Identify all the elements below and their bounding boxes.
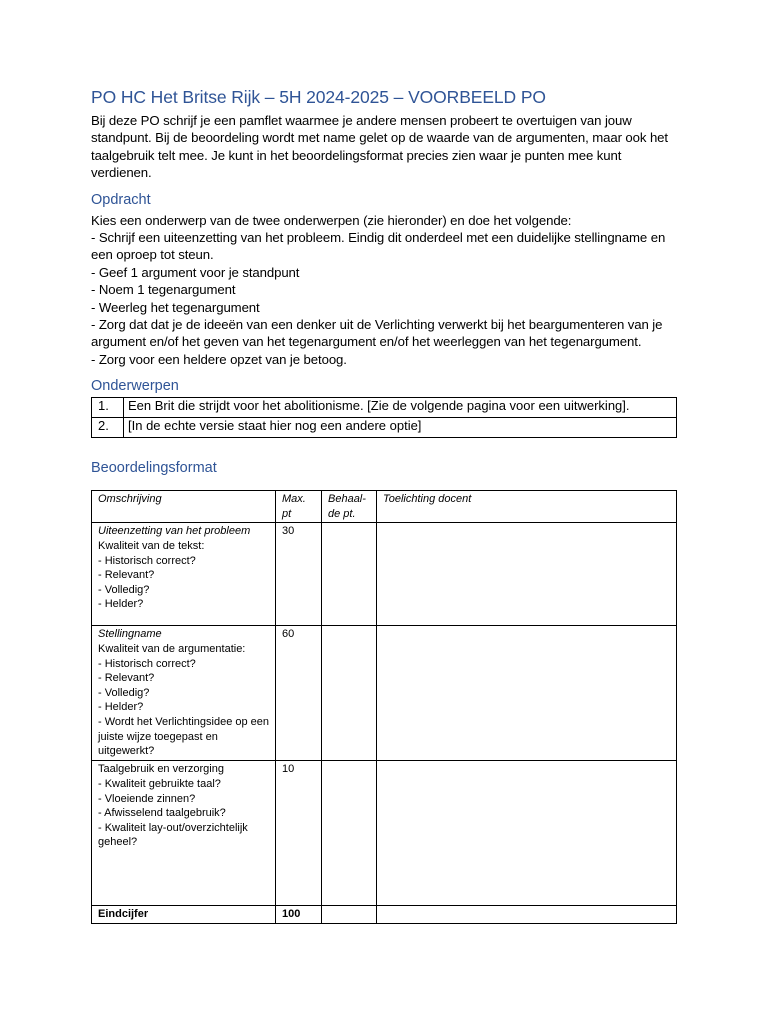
opdracht-list — [91, 212, 681, 369]
behaald-cell — [322, 523, 377, 626]
table-row — [92, 626, 677, 761]
criterion-title: Taalgebruik en verzorging — [98, 763, 224, 776]
criterion-item: - Volledig? — [98, 686, 150, 699]
criterion-item: - Kwaliteit gebruikte taal? — [98, 778, 221, 791]
criterion-item: - Historisch correct? — [98, 554, 196, 567]
opdracht-line: - Geef 1 argument voor je standpunt — [91, 264, 300, 280]
criterion-item: - Relevant? — [98, 569, 155, 582]
criterion-cell — [92, 761, 276, 906]
behaald-cell — [322, 626, 377, 761]
opdracht-line: - Schrijf een uiteenzetting van het probleem. Eindig dit onderdeel met een duidelijke stellingname en een oproep tot steun. — [91, 230, 666, 263]
criterion-item: - Helder? — [98, 598, 144, 611]
criterion-item: - Vloeiende zinnen? — [98, 792, 196, 805]
toelichting-cell — [377, 761, 677, 906]
header-toelichting: Toelichting docent — [377, 491, 677, 523]
max-points: 60 — [276, 626, 322, 761]
criterion-item: - Kwaliteit lay-out/overzichtelijk geheel? — [98, 821, 248, 849]
total-max: 100 — [276, 906, 322, 924]
total-label: Eindcijfer — [92, 906, 276, 924]
total-toelichting-cell — [377, 906, 677, 924]
onderwerpen-table — [91, 397, 677, 438]
table-row — [92, 398, 677, 418]
criterion-title: Uiteenzetting van het probleem — [98, 525, 251, 538]
header-behaald — [322, 491, 377, 523]
topic-text: Een Brit die strijdt voor het abolitionisme. [Zie de volgende pagina voor een uitwerking]. — [124, 398, 677, 418]
criterion-item: - Wordt het Verlichtingsidee op een juiste wijze toegepast en uitgewerkt? — [98, 716, 270, 758]
opdracht-line: Kies een onderwerp van de twee onderwerpen (zie hieronder) en doe het volgende: — [91, 212, 572, 228]
header-omschrijving: Omschrijving — [92, 491, 276, 523]
criterion-item: - Afwisselend taalgebruik? — [98, 807, 226, 820]
header-max-line2: pt — [282, 507, 292, 520]
opdracht-heading: Opdracht — [91, 191, 151, 208]
header-max — [276, 491, 322, 523]
topic-text: [In de echte versie staat hier nog een andere optie] — [124, 418, 677, 438]
document-page — [91, 86, 681, 924]
table-row — [92, 761, 677, 906]
criterion-item: - Helder? — [98, 701, 144, 714]
toelichting-cell — [377, 626, 677, 761]
header-behaald-line1: Behaal- — [328, 493, 366, 506]
header-max-line1: Max. — [282, 493, 306, 506]
opdracht-line: - Weerleg het tegenargument — [91, 299, 260, 315]
max-points: 10 — [276, 761, 322, 906]
max-points: 30 — [276, 523, 322, 626]
document-title: PO HC Het Britse Rijk – 5H 2024-2025 – VOORBEELD PO — [91, 87, 546, 107]
opdracht-line: - Zorg voor een heldere opzet van je betoog. — [91, 351, 347, 367]
beoordeling-table — [91, 490, 677, 924]
intro-paragraph: Bij deze PO schrijf je een pamflet waarmee je andere mensen probeert te overtuigen van jouw standpunt. Bij de beoordeling wordt met name gelet op de waarde van de argumenten, maar ook het taalgebruik telt mee. Je kunt in het beoordelingsformat precies zien waar je punten mee kunt verdienen. — [91, 113, 668, 181]
table-row — [92, 523, 677, 626]
topic-number: 2. — [92, 418, 124, 438]
opdracht-line: - Zorg dat dat je de ideeën van een denker uit de Verlichting verwerkt bij het beargumenteren van je argument en/of het geven van het tegenargument en/of het weerleggen van het tegenargument. — [91, 317, 663, 350]
total-row — [92, 906, 677, 924]
criterion-item: - Volledig? — [98, 583, 150, 596]
table-row — [92, 418, 677, 438]
criterion-item: - Historisch correct? — [98, 657, 196, 670]
onderwerpen-heading: Onderwerpen — [91, 378, 179, 395]
behaald-cell — [322, 761, 377, 906]
toelichting-cell — [377, 523, 677, 626]
beoordeling-heading: Beoordelingsformat — [91, 460, 217, 477]
table-header-row — [92, 491, 677, 523]
criterion-sub: Kwaliteit van de argumentatie: — [98, 643, 246, 656]
criterion-title: Stellingname — [98, 628, 162, 641]
criterion-cell — [92, 523, 276, 626]
total-behaald-cell — [322, 906, 377, 924]
criterion-sub: Kwaliteit van de tekst: — [98, 540, 205, 553]
topic-number: 1. — [92, 398, 124, 418]
header-behaald-line2: de pt. — [328, 507, 356, 520]
criterion-item: - Relevant? — [98, 672, 155, 685]
criterion-cell — [92, 626, 276, 761]
opdracht-line: - Noem 1 tegenargument — [91, 282, 236, 298]
